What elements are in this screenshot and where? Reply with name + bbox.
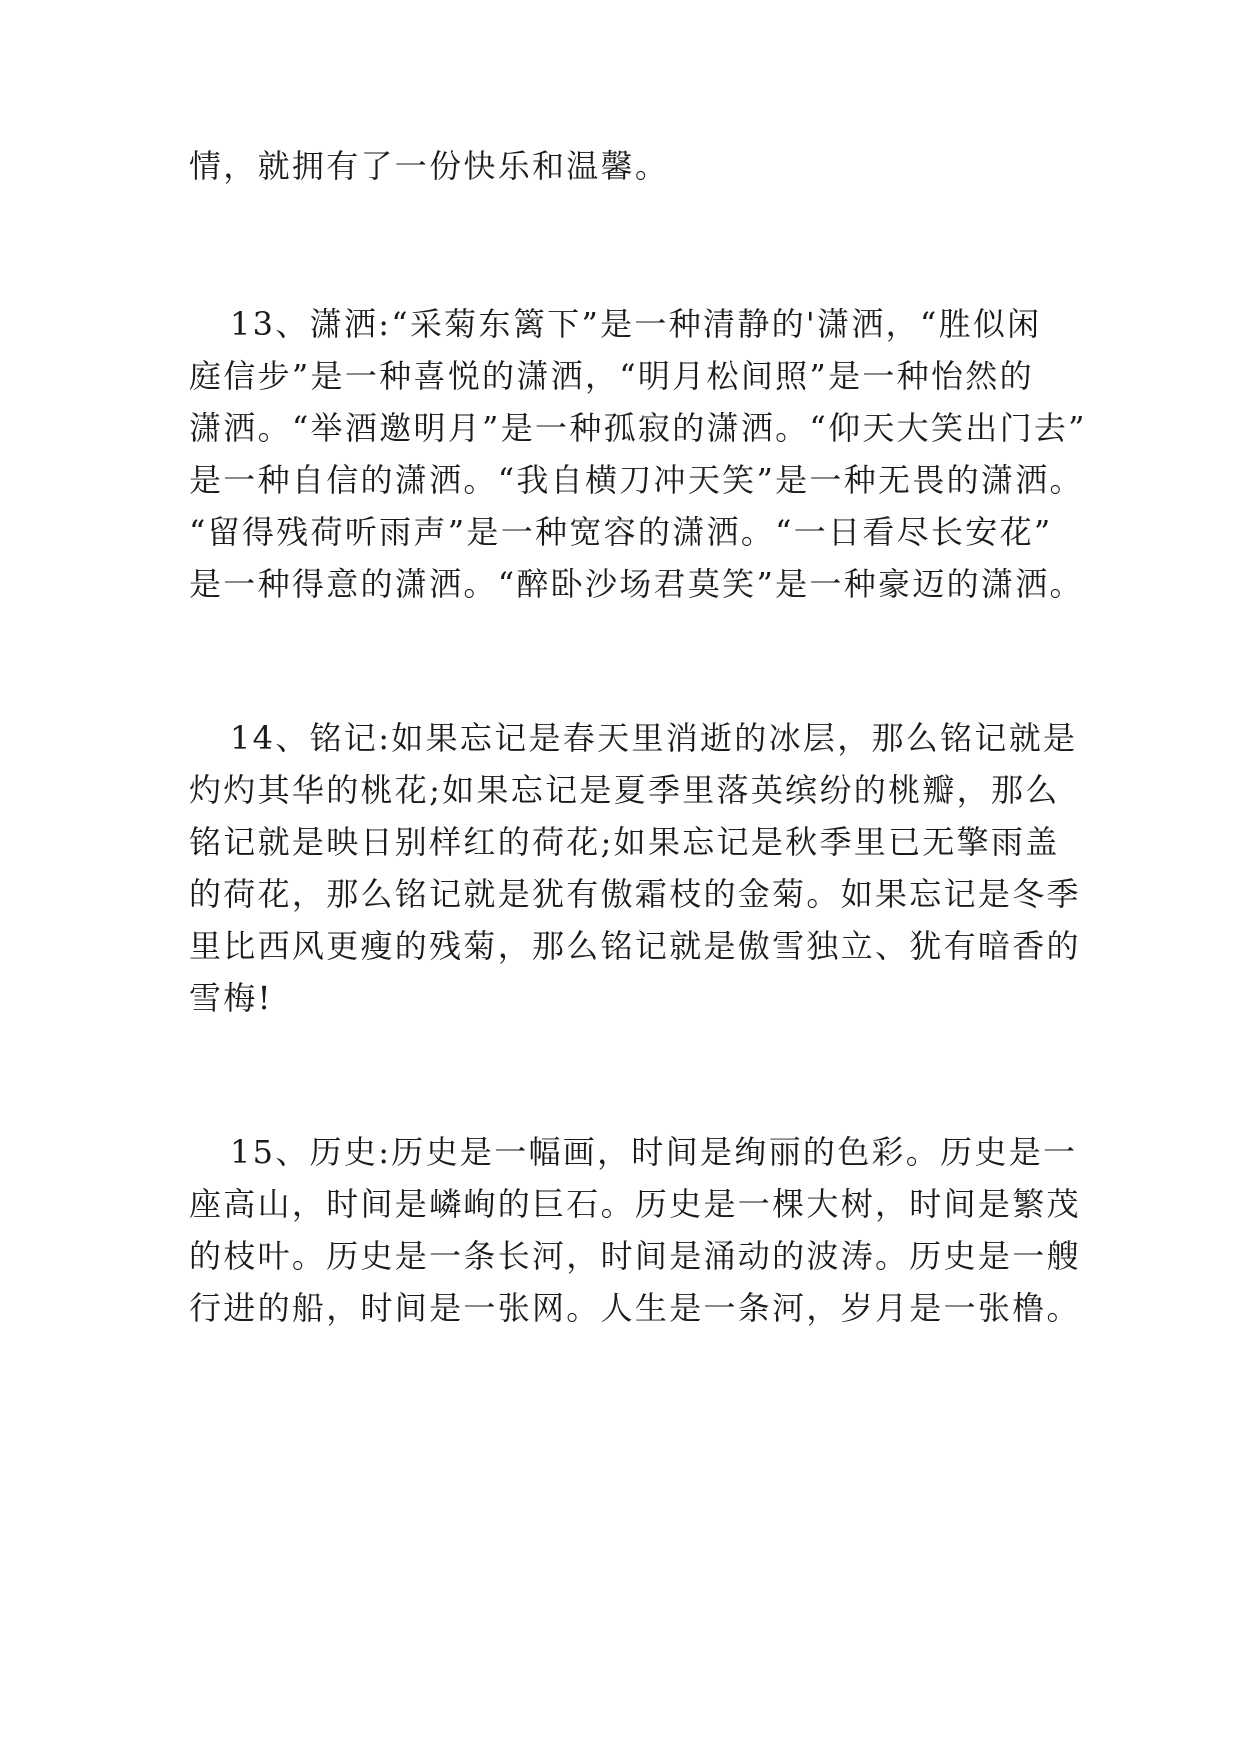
- paragraph-line: 情，就拥有了一份快乐和温馨。: [189, 147, 670, 185]
- paragraph-line: 里比西风更瘦的残菊，那么铭记就是傲雪独立、犹有暗香的: [189, 927, 1081, 965]
- paragraph-line: “留得残荷听雨声”是一种宽容的潇洒。“一日看尽长安花”: [189, 513, 1053, 551]
- paragraph-line: 是一种自信的潇洒。“我自横刀冲天笑”是一种无畏的潇洒。: [189, 461, 1084, 499]
- paragraph-line: 雪梅!: [189, 979, 273, 1017]
- paragraph-line: 行进的船，时间是一张网。人生是一条河，岁月是一张橹。: [189, 1289, 1081, 1327]
- paragraph-line: 潇洒。“举酒邀明月”是一种孤寂的潇洒。“仰天大笑出门去”: [189, 409, 1087, 447]
- paragraph-line: 是一种得意的潇洒。“醉卧沙场君莫笑”是一种豪迈的潇洒。: [189, 565, 1084, 603]
- paragraph-line: 灼灼其华的桃花;如果忘记是夏季里落英缤纷的桃瓣，那么: [189, 771, 1060, 809]
- paragraph-line: 的枝叶。历史是一条长河，时间是涌动的波涛。历史是一艘: [189, 1237, 1081, 1275]
- paragraph-line: 庭信步”是一种喜悦的潇洒，“明月松间照”是一种怡然的: [189, 357, 1034, 395]
- paragraph-line: 铭记就是映日别样红的荷花;如果忘记是秋季里已无擎雨盖: [189, 823, 1060, 861]
- paragraph-line: 13、潇洒:“采菊东篱下”是一种清静的'潇洒，“胜似闲: [230, 305, 1042, 343]
- paragraph-line: 的荷花，那么铭记就是犹有傲霜枝的金菊。如果忘记是冬季: [189, 875, 1081, 913]
- paragraph-line: 座高山，时间是嶙峋的巨石。历史是一棵大树，时间是繁茂: [189, 1185, 1081, 1223]
- paragraph-line: 14、铭记:如果忘记是春天里消逝的冰层，那么铭记就是: [230, 719, 1078, 757]
- paragraph-line: 15、历史:历史是一幅画，时间是绚丽的色彩。历史是一: [230, 1133, 1078, 1171]
